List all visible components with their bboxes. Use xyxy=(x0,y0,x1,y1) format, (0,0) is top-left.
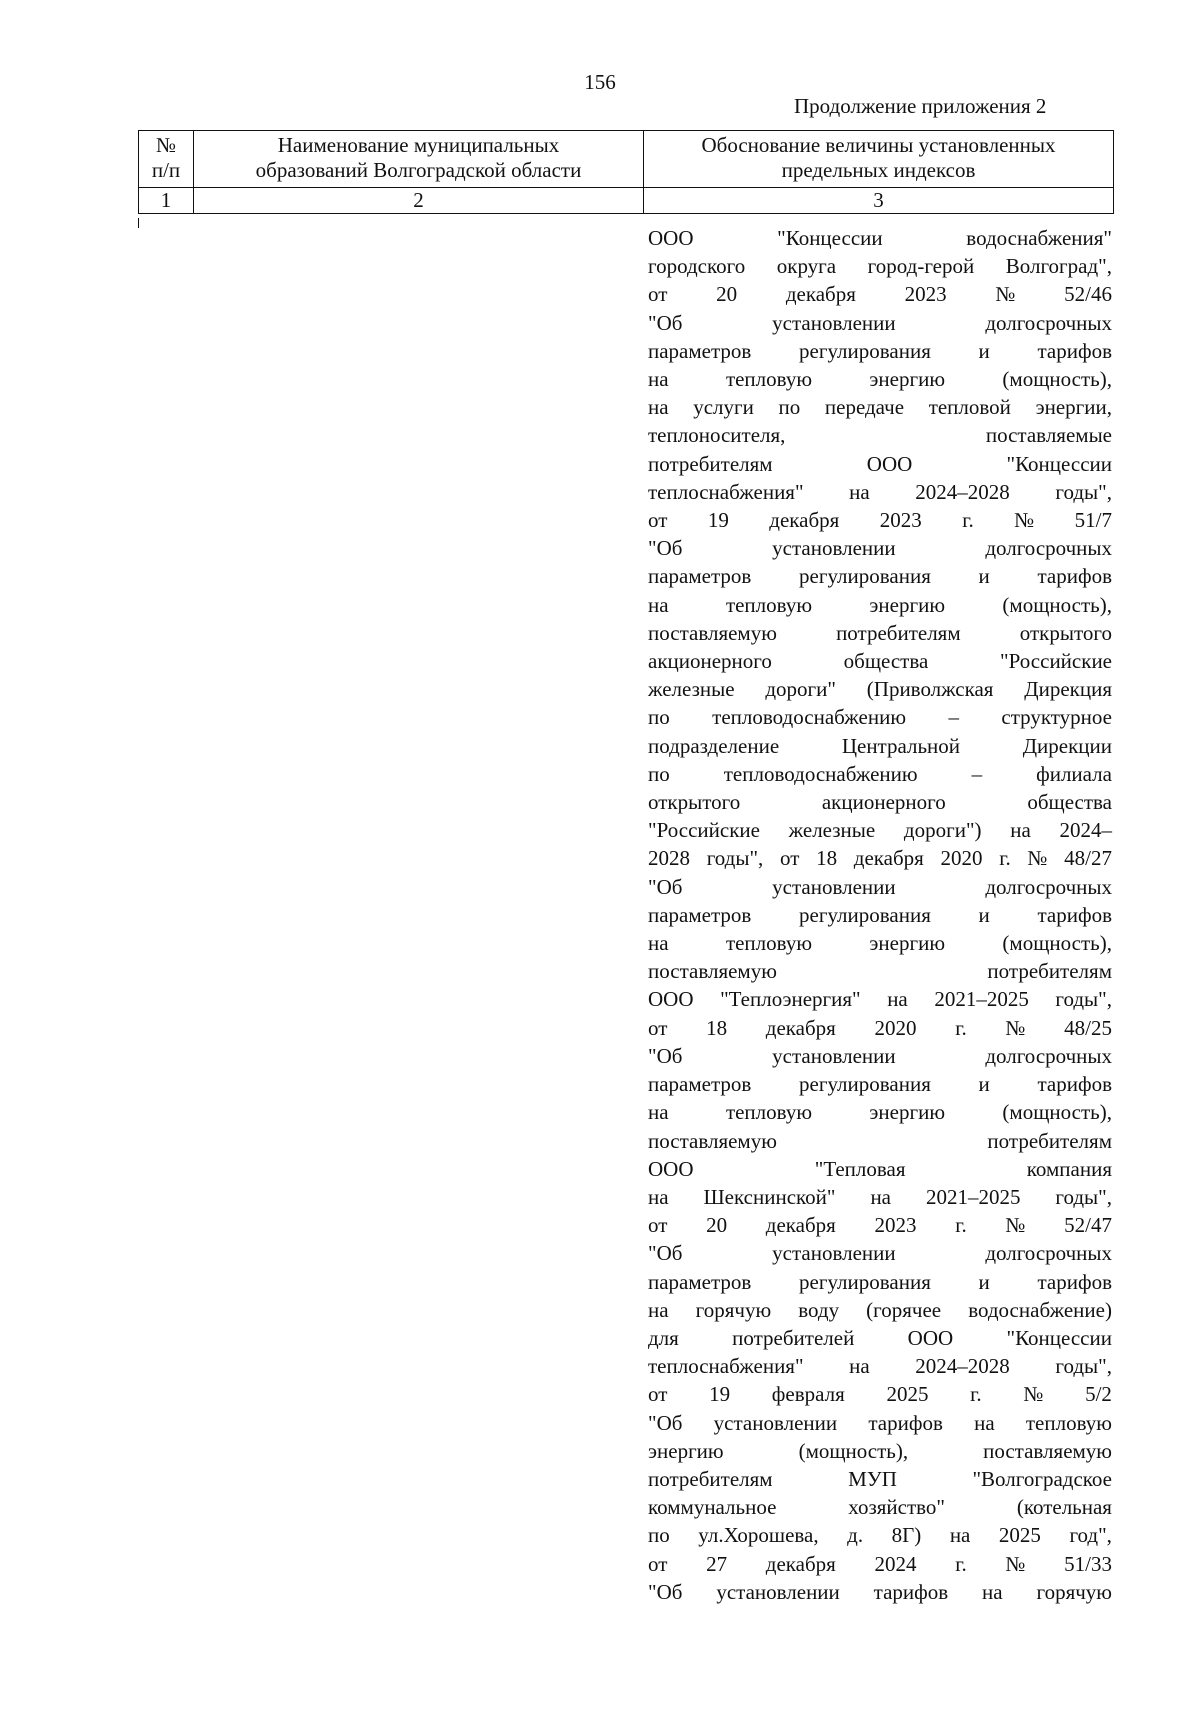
text-line: от 27 декабря 2024 г. № 51/33 xyxy=(648,1551,1112,1576)
table-left-border xyxy=(138,218,139,228)
text-line: "Об установлении долгосрочных xyxy=(648,874,1112,899)
text-line: коммунальное хозяйство" (котельная xyxy=(648,1495,1112,1520)
text-line: "Об установлении долгосрочных xyxy=(648,536,1112,561)
text-line: по тепловодоснабжению – филиала xyxy=(648,761,1112,786)
text-line: 2028 годы", от 18 декабря 2020 г. № 48/27 xyxy=(648,846,1112,871)
text-line: поставляемую потребителям открытого xyxy=(648,620,1112,645)
text-line: на горячую воду (горячее водоснабжение) xyxy=(648,1297,1112,1322)
text-line: "Об установлении тарифов на тепловую xyxy=(648,1410,1112,1435)
header-number-line-2: п/п xyxy=(151,158,181,182)
text-line: ООО "Теплоэнергия" на 2021–2025 годы", xyxy=(648,987,1112,1012)
text-line: акционерного общества "Российские xyxy=(648,649,1112,674)
column-number-3: 3 xyxy=(644,188,1114,214)
continuation-label: Продолжение приложения 2 xyxy=(794,94,1047,118)
table-header xyxy=(138,130,1114,214)
text-line: подразделение Центральной Дирекции xyxy=(648,733,1112,758)
text-line: по ул.Хорошева, д. 8Г) на 2025 год", xyxy=(648,1523,1112,1548)
column-number-2: 2 xyxy=(194,188,644,214)
header-justification-line-1: Обоснование величины установленных xyxy=(701,133,1056,157)
header-number-cell xyxy=(139,131,194,188)
text-line: "Российские железные дороги") на 2024– xyxy=(648,818,1112,843)
header-number-line-1: № xyxy=(155,133,177,157)
text-line: параметров регулирования и тарифов xyxy=(648,1072,1112,1097)
text-line: от 19 февраля 2025 г. № 5/2 xyxy=(648,1382,1112,1407)
column-number-1: 1 xyxy=(139,188,194,214)
text-line: параметров регулирования и тарифов xyxy=(648,564,1112,589)
header-municipality-line-2: образований Волгоградской области xyxy=(255,158,582,182)
text-line: теплоснабжения" на 2024–2028 годы", xyxy=(648,1354,1112,1379)
text-line: "Об установлении долгосрочных xyxy=(648,1043,1112,1068)
header-municipality-line-1: Наименование муниципальных xyxy=(277,133,560,157)
text-line: "Об установлении долгосрочных xyxy=(648,310,1112,335)
text-line: ООО "Концессии водоснабжения" xyxy=(648,226,1112,250)
text-line: потребителям ООО "Концессии xyxy=(648,451,1112,476)
text-line: на тепловую энергию (мощность), xyxy=(648,592,1112,617)
text-line: на тепловую энергию (мощность), xyxy=(648,367,1112,392)
text-line: городского округа город-герой Волгоград", xyxy=(648,254,1112,279)
text-line: открытого акционерного общества xyxy=(648,790,1112,815)
text-line: на услуги по передаче тепловой энергии, xyxy=(648,395,1112,420)
page-number: 156 xyxy=(584,70,616,94)
text-line: на тепловую энергию (мощность), xyxy=(648,1100,1112,1125)
text-line: теплоснабжения" на 2024–2028 годы", xyxy=(648,479,1112,504)
text-line: по тепловодоснабжению – структурное xyxy=(648,705,1112,730)
text-line: поставляемую потребителям xyxy=(648,959,1112,984)
text-line: "Об установлении тарифов на горячую xyxy=(648,1579,1112,1604)
text-line: параметров регулирования и тарифов xyxy=(648,1269,1112,1294)
text-line: параметров регулирования и тарифов xyxy=(648,902,1112,927)
text-line: параметров регулирования и тарифов xyxy=(648,338,1112,363)
text-line: от 18 декабря 2020 г. № 48/25 xyxy=(648,1015,1112,1040)
header-municipality-cell xyxy=(194,131,644,188)
text-line: на тепловую энергию (мощность), xyxy=(648,931,1112,956)
text-line: потребителям МУП "Волгоградское xyxy=(648,1466,1112,1491)
text-line: от 20 декабря 2023 г. № 52/47 xyxy=(648,1213,1112,1238)
text-line: железные дороги" (Приволжская Дирекция xyxy=(648,677,1112,702)
text-line: "Об установлении долгосрочных xyxy=(648,1241,1112,1266)
text-line: от 20 декабря 2023 № 52/46 xyxy=(648,282,1112,307)
text-line: от 19 декабря 2023 г. № 51/7 xyxy=(648,508,1112,533)
text-line: теплоносителя, поставляемые xyxy=(648,423,1112,448)
text-line: энергию (мощность), поставляемую xyxy=(648,1438,1112,1463)
text-line: на Шекснинской" на 2021–2025 годы", xyxy=(648,1184,1112,1209)
text-line: поставляемую потребителям xyxy=(648,1128,1112,1153)
header-justification-line-2: предельных индексов xyxy=(781,158,976,182)
text-line: ООО "Тепловая компания xyxy=(648,1156,1112,1181)
header-justification-cell xyxy=(644,131,1114,188)
justification-text xyxy=(648,224,1112,1606)
text-line: для потребителей ООО "Концессии xyxy=(648,1325,1112,1350)
